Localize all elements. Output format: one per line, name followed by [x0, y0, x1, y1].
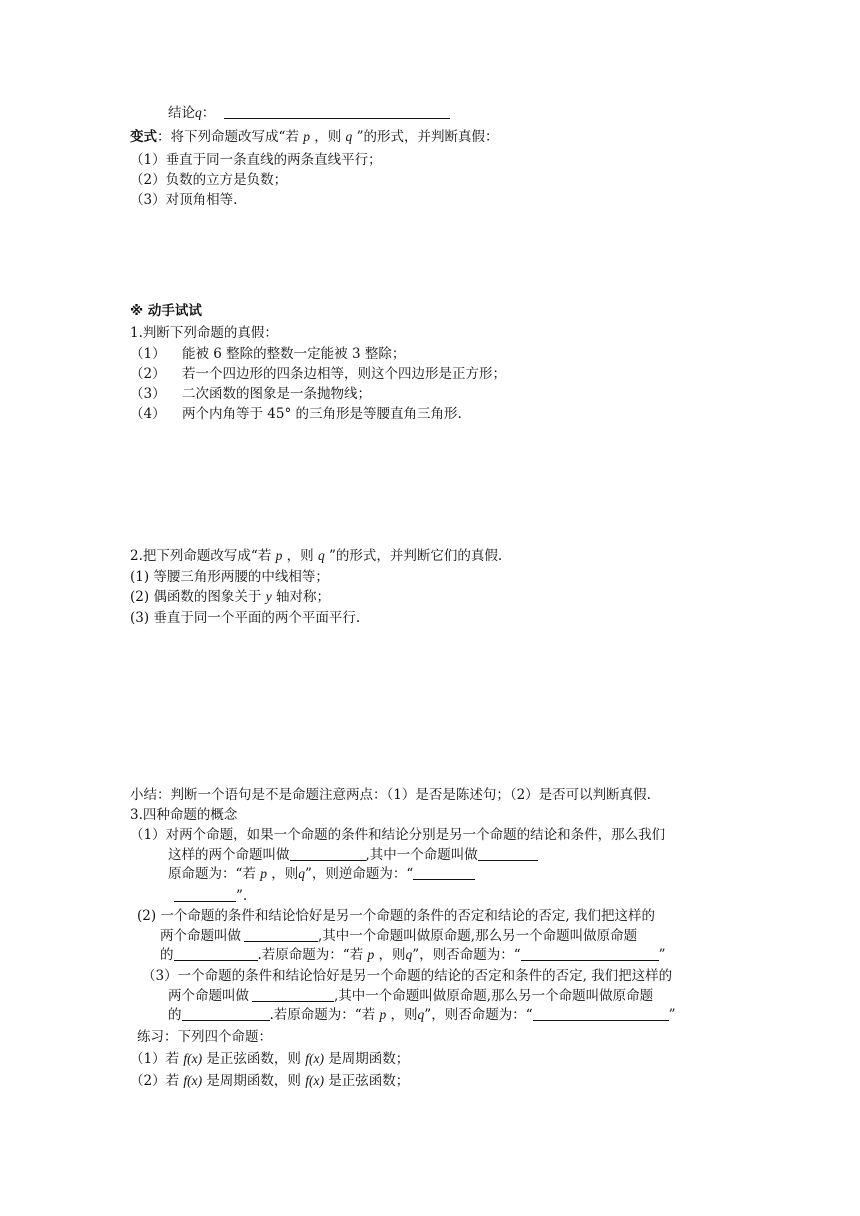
q1-item-1: （1） 能被 6 整除的整数一定能被 3 整除；	[130, 346, 406, 362]
inverse-of-blank[interactable]	[174, 946, 258, 961]
summary-text: 小结：判断一个语句是不是命题注意两点：（1）是否是陈述句；（2）是否可以判断真假.	[130, 787, 651, 803]
variant-label: 变式	[130, 129, 157, 145]
q2-item-1: (1) 等腰三角形两腰的中线相等；	[130, 569, 329, 585]
variant-item-3: （3）对顶角相等.	[130, 192, 238, 208]
p2-line-1: (2) 一个命题的条件和结论恰好是另一个命题的条件的否定和结论的否定, 我们把这样的	[137, 908, 655, 924]
q-symbol: q	[195, 105, 202, 120]
p2-line-2: 两个命题叫做 ,其中一个命题叫做原命题,那么另一个命题叫做原命题	[160, 928, 638, 944]
original-name-blank[interactable]	[478, 846, 538, 861]
p2-line-3: 的 .若原命题为：“若 p ，则q”，则否命题为：“ ”	[160, 947, 666, 963]
contrapositive-of-blank[interactable]	[182, 1006, 270, 1021]
p3-line-3: 的 .若原命题为：“若 p ，则q”，则否命题为：“ ”	[168, 1007, 676, 1023]
variant-item-1: （1）垂直于同一条直线的两条直线平行；	[130, 152, 382, 168]
p1-line-3: 原命题为：“若 p ，则q”，则逆命题为：“	[168, 865, 475, 883]
practice-item-2: （2）若 f(x) 是周期函数，则 f(x) 是正弦函数；	[130, 1073, 410, 1089]
q1-item-2: （2） 若一个四边形的四条边相等，则这个四边形是正方形；	[130, 366, 506, 382]
q2-prompt: 2.把下列命题改写成“若 p ，则 q ”的形式，并判断它们的真假.	[130, 548, 503, 564]
converse-name-blank[interactable]	[290, 846, 366, 861]
p1-line-2: 这样的两个命题叫做 ,其中一个命题叫做	[168, 846, 538, 864]
variant-item-2: （2）负数的立方是负数；	[130, 172, 288, 188]
contrapositive-name-blank[interactable]	[252, 987, 334, 1002]
q1-item-4: （4） 两个内角等于 45° 的三角形是等腰直角三角形.	[130, 406, 462, 422]
converse-form-blank-b[interactable]	[174, 887, 236, 902]
p1-line-4: ”.	[174, 887, 247, 905]
hands-on-title: ※ 动手试试	[130, 303, 202, 319]
p3-line-1: （3）一个命题的条件和结论恰好是另一个命题的结论的否定和条件的否定, 我们把这样的	[142, 968, 673, 984]
converse-form-blank-a[interactable]	[413, 865, 475, 880]
conclusion-label: 结论	[168, 105, 195, 121]
inverse-name-blank[interactable]	[244, 927, 318, 942]
p3-line-2: 两个命题叫做 ,其中一个命题叫做原命题,那么另一个命题叫做原命题	[168, 988, 654, 1004]
four-props-title: 3.四种命题的概念	[130, 807, 238, 823]
p1-line-1: （1）对两个命题，如果一个命题的条件和结论分别是另一个命题的结论和条件，那么我们	[130, 827, 666, 843]
conclusion-line: 结论q：	[168, 104, 450, 122]
conclusion-blank[interactable]	[224, 104, 450, 119]
variant-heading: 变式：将下列命题改写成“若 p ，则 q ”的形式，并判断真假：	[130, 129, 499, 145]
q2-item-3: (3) 垂直于同一个平面的两个平面平行.	[130, 610, 361, 626]
q1-prompt: 1.判断下列命题的真假：	[130, 325, 278, 341]
contrapositive-form-blank[interactable]	[533, 1006, 669, 1021]
inverse-form-blank[interactable]	[521, 946, 659, 961]
practice-title: 练习：下列四个命题：	[137, 1029, 272, 1045]
q1-item-3: （3） 二次函数的图象是一条抛物线；	[130, 386, 371, 402]
practice-item-1: （1）若 f(x) 是正弦函数，则 f(x) 是周期函数；	[130, 1051, 410, 1067]
q2-item-2: (2) 偶函数的图象关于 y 轴对称；	[130, 589, 331, 605]
